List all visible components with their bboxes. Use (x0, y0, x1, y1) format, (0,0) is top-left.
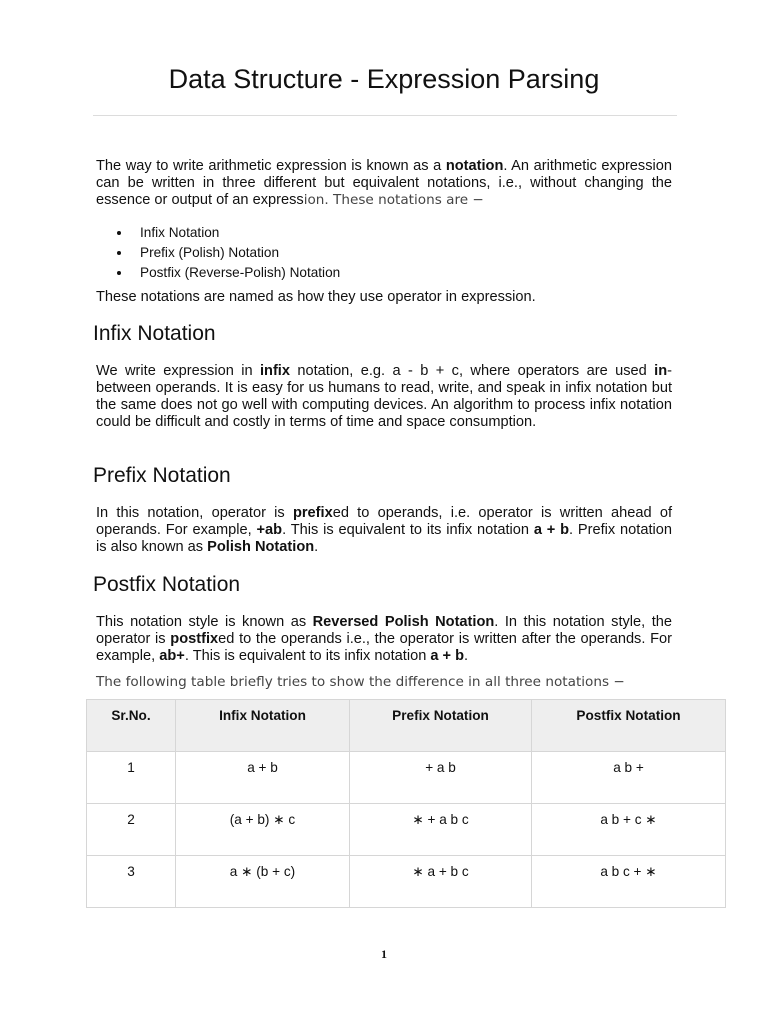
infix-bold-2: in (654, 363, 668, 379)
cell-prefix: ∗ a + b c (350, 856, 532, 908)
list-item-label: Infix Notation (140, 225, 220, 240)
prefix-bold-4: Polish Notation (207, 539, 315, 555)
table-row (87, 856, 726, 908)
cell-srno: 1 (87, 752, 176, 804)
prefix-text-3: . This is equivalent to its infix notation (282, 522, 534, 538)
postfix-bold-3: ab+ (159, 648, 185, 664)
infix-paragraph (96, 363, 672, 431)
header-prefix: Prefix Notation (350, 700, 532, 752)
cell-srno: 2 (87, 804, 176, 856)
cell-postfix: a b c + ∗ (532, 856, 726, 908)
table-row (87, 804, 726, 856)
table-intro: The following table briefly tries to show the difference in all three notations − (96, 674, 625, 690)
after-list-paragraph: These notations are named as how they use operator in expression. (96, 289, 536, 305)
prefix-bold-3: a + b (533, 522, 570, 538)
header-postfix: Postfix Notation (532, 700, 726, 752)
prefix-text-2: ed to operands, i.e. operator is written ahead of operands. For example, (96, 505, 672, 538)
notation-table (86, 699, 726, 908)
postfix-text-1: This notation style is known as (96, 614, 313, 630)
cell-postfix: a b + (532, 752, 726, 804)
header-infix: Infix Notation (176, 700, 350, 752)
infix-text-1: We write expression in (96, 363, 260, 379)
postfix-paragraph (96, 614, 672, 665)
bullet-icon (117, 251, 121, 255)
prefix-heading: Prefix Notation (93, 464, 231, 487)
prefix-bold-1: prefix (292, 505, 333, 521)
header-srno: Sr.No. (87, 700, 176, 752)
prefix-bold-2: +ab (256, 522, 283, 538)
postfix-text-5: . (464, 648, 469, 664)
prefix-text-5: . (314, 539, 319, 555)
postfix-heading: Postfix Notation (93, 573, 241, 596)
infix-text-3: -between operands. It is easy for us humans to read, write, and speak in infix notation but the same does not go well with computing devices. An algorithm to process infix notation could be difficult and costly in terms of time and space consumption. (96, 363, 673, 430)
notation-list (96, 224, 340, 284)
prefix-paragraph (96, 505, 672, 556)
infix-bold-1: infix (259, 363, 290, 379)
postfix-text-2: . In this notation style, the operator is (96, 614, 672, 647)
postfix-text-3: ed to the operands i.e., the operator is written after the operands. For example, (96, 631, 672, 664)
intro-bold-notation: notation (445, 158, 504, 174)
infix-heading: Infix Notation (93, 322, 216, 345)
cell-infix: (a + b) ∗ c (176, 804, 350, 856)
page-title: Data Structure - Expression Parsing (168, 64, 600, 94)
postfix-bold-1: Reversed Polish Notation (312, 614, 495, 630)
intro-text-2: . An arithmetic expression can be written in three different but equivalent notations, i.e., without changing the essence or output of an express (96, 158, 672, 208)
bullet-icon (117, 271, 121, 275)
prefix-text-1: In this notation, operator is (96, 505, 293, 521)
list-item (96, 264, 340, 284)
table-row (87, 752, 726, 804)
intro-text-1: The way to write arithmetic expression is known as a (96, 158, 446, 174)
intro-text-3: ion. These notations are − (303, 192, 484, 208)
prefix-text-4: . Prefix notation is also known as (96, 522, 672, 555)
cell-postfix: a b + c ∗ (532, 804, 726, 856)
postfix-text-4: . This is equivalent to its infix notation (184, 648, 431, 664)
title-divider (93, 115, 677, 116)
list-item-label: Postfix (Reverse-Polish) Notation (140, 265, 341, 280)
page-number: 1 (381, 947, 387, 961)
intro-paragraph (96, 158, 672, 209)
cell-infix: a + b (176, 752, 350, 804)
cell-prefix: + a b (350, 752, 532, 804)
list-item-label: Prefix (Polish) Notation (140, 245, 280, 260)
infix-text-2: notation, e.g. a - b + c, where operators are used (289, 363, 655, 379)
table-header-row (87, 700, 726, 752)
postfix-bold-2: postfix (170, 631, 219, 647)
bullet-icon (117, 231, 121, 235)
cell-prefix: ∗ + a b c (350, 804, 532, 856)
list-item (96, 244, 340, 264)
list-item (96, 224, 340, 244)
cell-infix: a ∗ (b + c) (176, 856, 350, 908)
cell-srno: 3 (87, 856, 176, 908)
postfix-bold-4: a + b (430, 648, 465, 664)
